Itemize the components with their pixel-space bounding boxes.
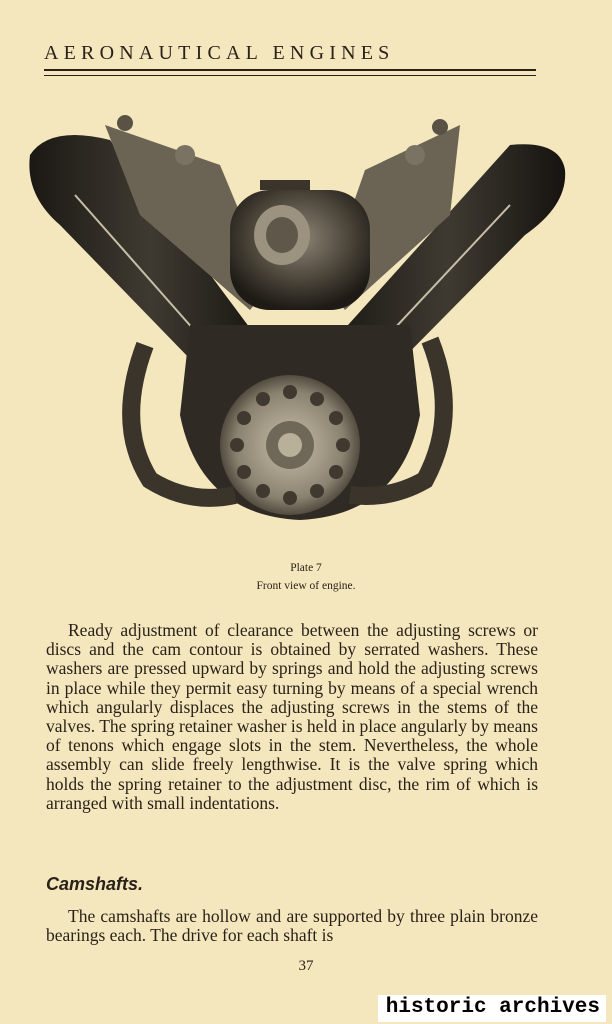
section-heading: Camshafts. [46, 874, 144, 894]
central-intake [230, 180, 370, 310]
plate-label: Plate 7 [290, 562, 322, 574]
watermark-label: historic archives [378, 995, 606, 1022]
body-paragraph-2-block [46, 907, 538, 945]
propeller-hub [220, 375, 360, 515]
page-number: 37 [298, 958, 314, 974]
header-rule-thick [44, 69, 536, 71]
figure-caption: Front view of engine. [256, 580, 356, 592]
engine-photograph [20, 95, 580, 545]
running-header: AERONAUTICAL ENGINES [44, 42, 395, 64]
body-paragraph-2: The camshafts are hollow and are supported by three plain bronze bearings each. The drive for each shaft is [46, 906, 538, 946]
header-rule-thin [44, 75, 536, 76]
body-paragraph-1-block [46, 621, 538, 813]
body-paragraph-1: Ready adjustment of clearance between the adjusting screws or discs and the cam contour is obtained by serrated washers. These washers are pressed upward by springs and hold the adjusting screws in place while they permit easy turning by means of a special wrench which angularly displaces the adjusting screws in the stems of the valves. The spring retainer washer is held in place angularly by means of tenons which engage slots in the stem. Nevertheless, the whole assembly can slide freely lengthwise. It is the valve spring which holds the spring retainer to the adjustment disc, the rim of which is arranged with small indentations. [46, 620, 538, 813]
